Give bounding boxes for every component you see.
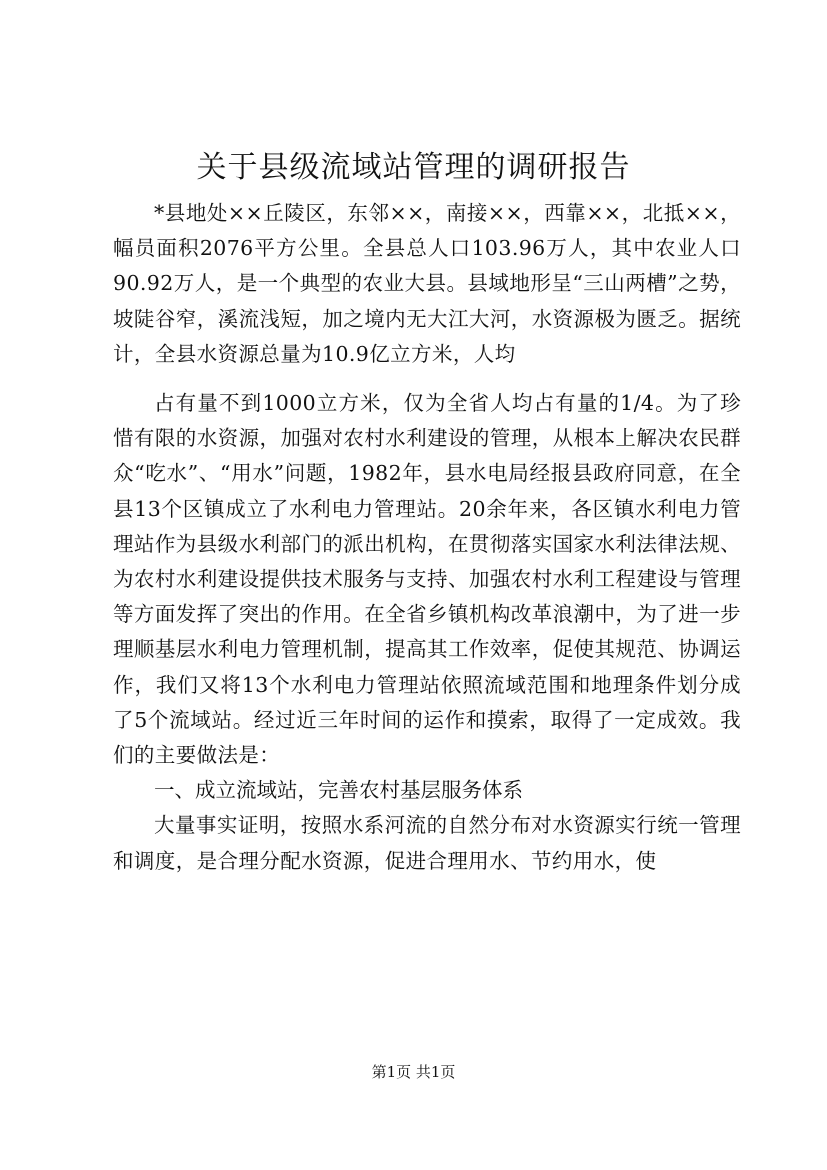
paragraph-intro: *县地处××丘陵区，东邻××，南接××，西靠××，北抵××，幅员面积2076平方公里。全县总人口103.96万人，其中农业人口90.92万人，是一个典型的农业大县。县域地形呈“三山两槽”之势，坡陡谷窄，溪流浅短，加之境内无大江大河，水资源极为匮乏。据统计，全县水资源总量为10.9亿立方米，人均 [113,201,741,366]
section-heading-1: 一、成立流域站，完善农村基层服务体系 [154,778,523,803]
document-title: 关于县级流域站管理的调研报告 [196,150,631,185]
page-footer: 第1页 共1页 [371,1063,456,1081]
paragraph-background: 占有量不到1000立方米，仅为全省人均占有量的1/4。为了珍惜有限的水资源，加强对农村水利建设的管理，从根本上解决农民群众“吃水”、“用水”问题，1982年，县水电局经报县政府同意，在全县13个区镇成立了水利电力管理站。20余年来，各区镇水利电力管理站作为县级水利部门的派出机构，在贯彻落实国家水利法律法规、为农村水利建设提供技术服务与支持、加强农村水利工程建设与管理等方面发挥了突出的作用。在全省乡镇机构改革浪潮中，为了进一步理顺基层水利电力管理机制，提高其工作效率，促使其规范、协调运作，我们又将13个水利电力管理站依照流域范围和地理条件划分成了5个流域站。经过近三年时间的运作和摸索，取得了一定成效。我们的主要做法是： [113,391,741,768]
paragraph-section-1: 大量事实证明，按照水系河流的自然分布对水资源实行统一管理和调度，是合理分配水资源，促进合理用水、节约用水，使 [113,813,741,873]
document-body [113,196,741,879]
